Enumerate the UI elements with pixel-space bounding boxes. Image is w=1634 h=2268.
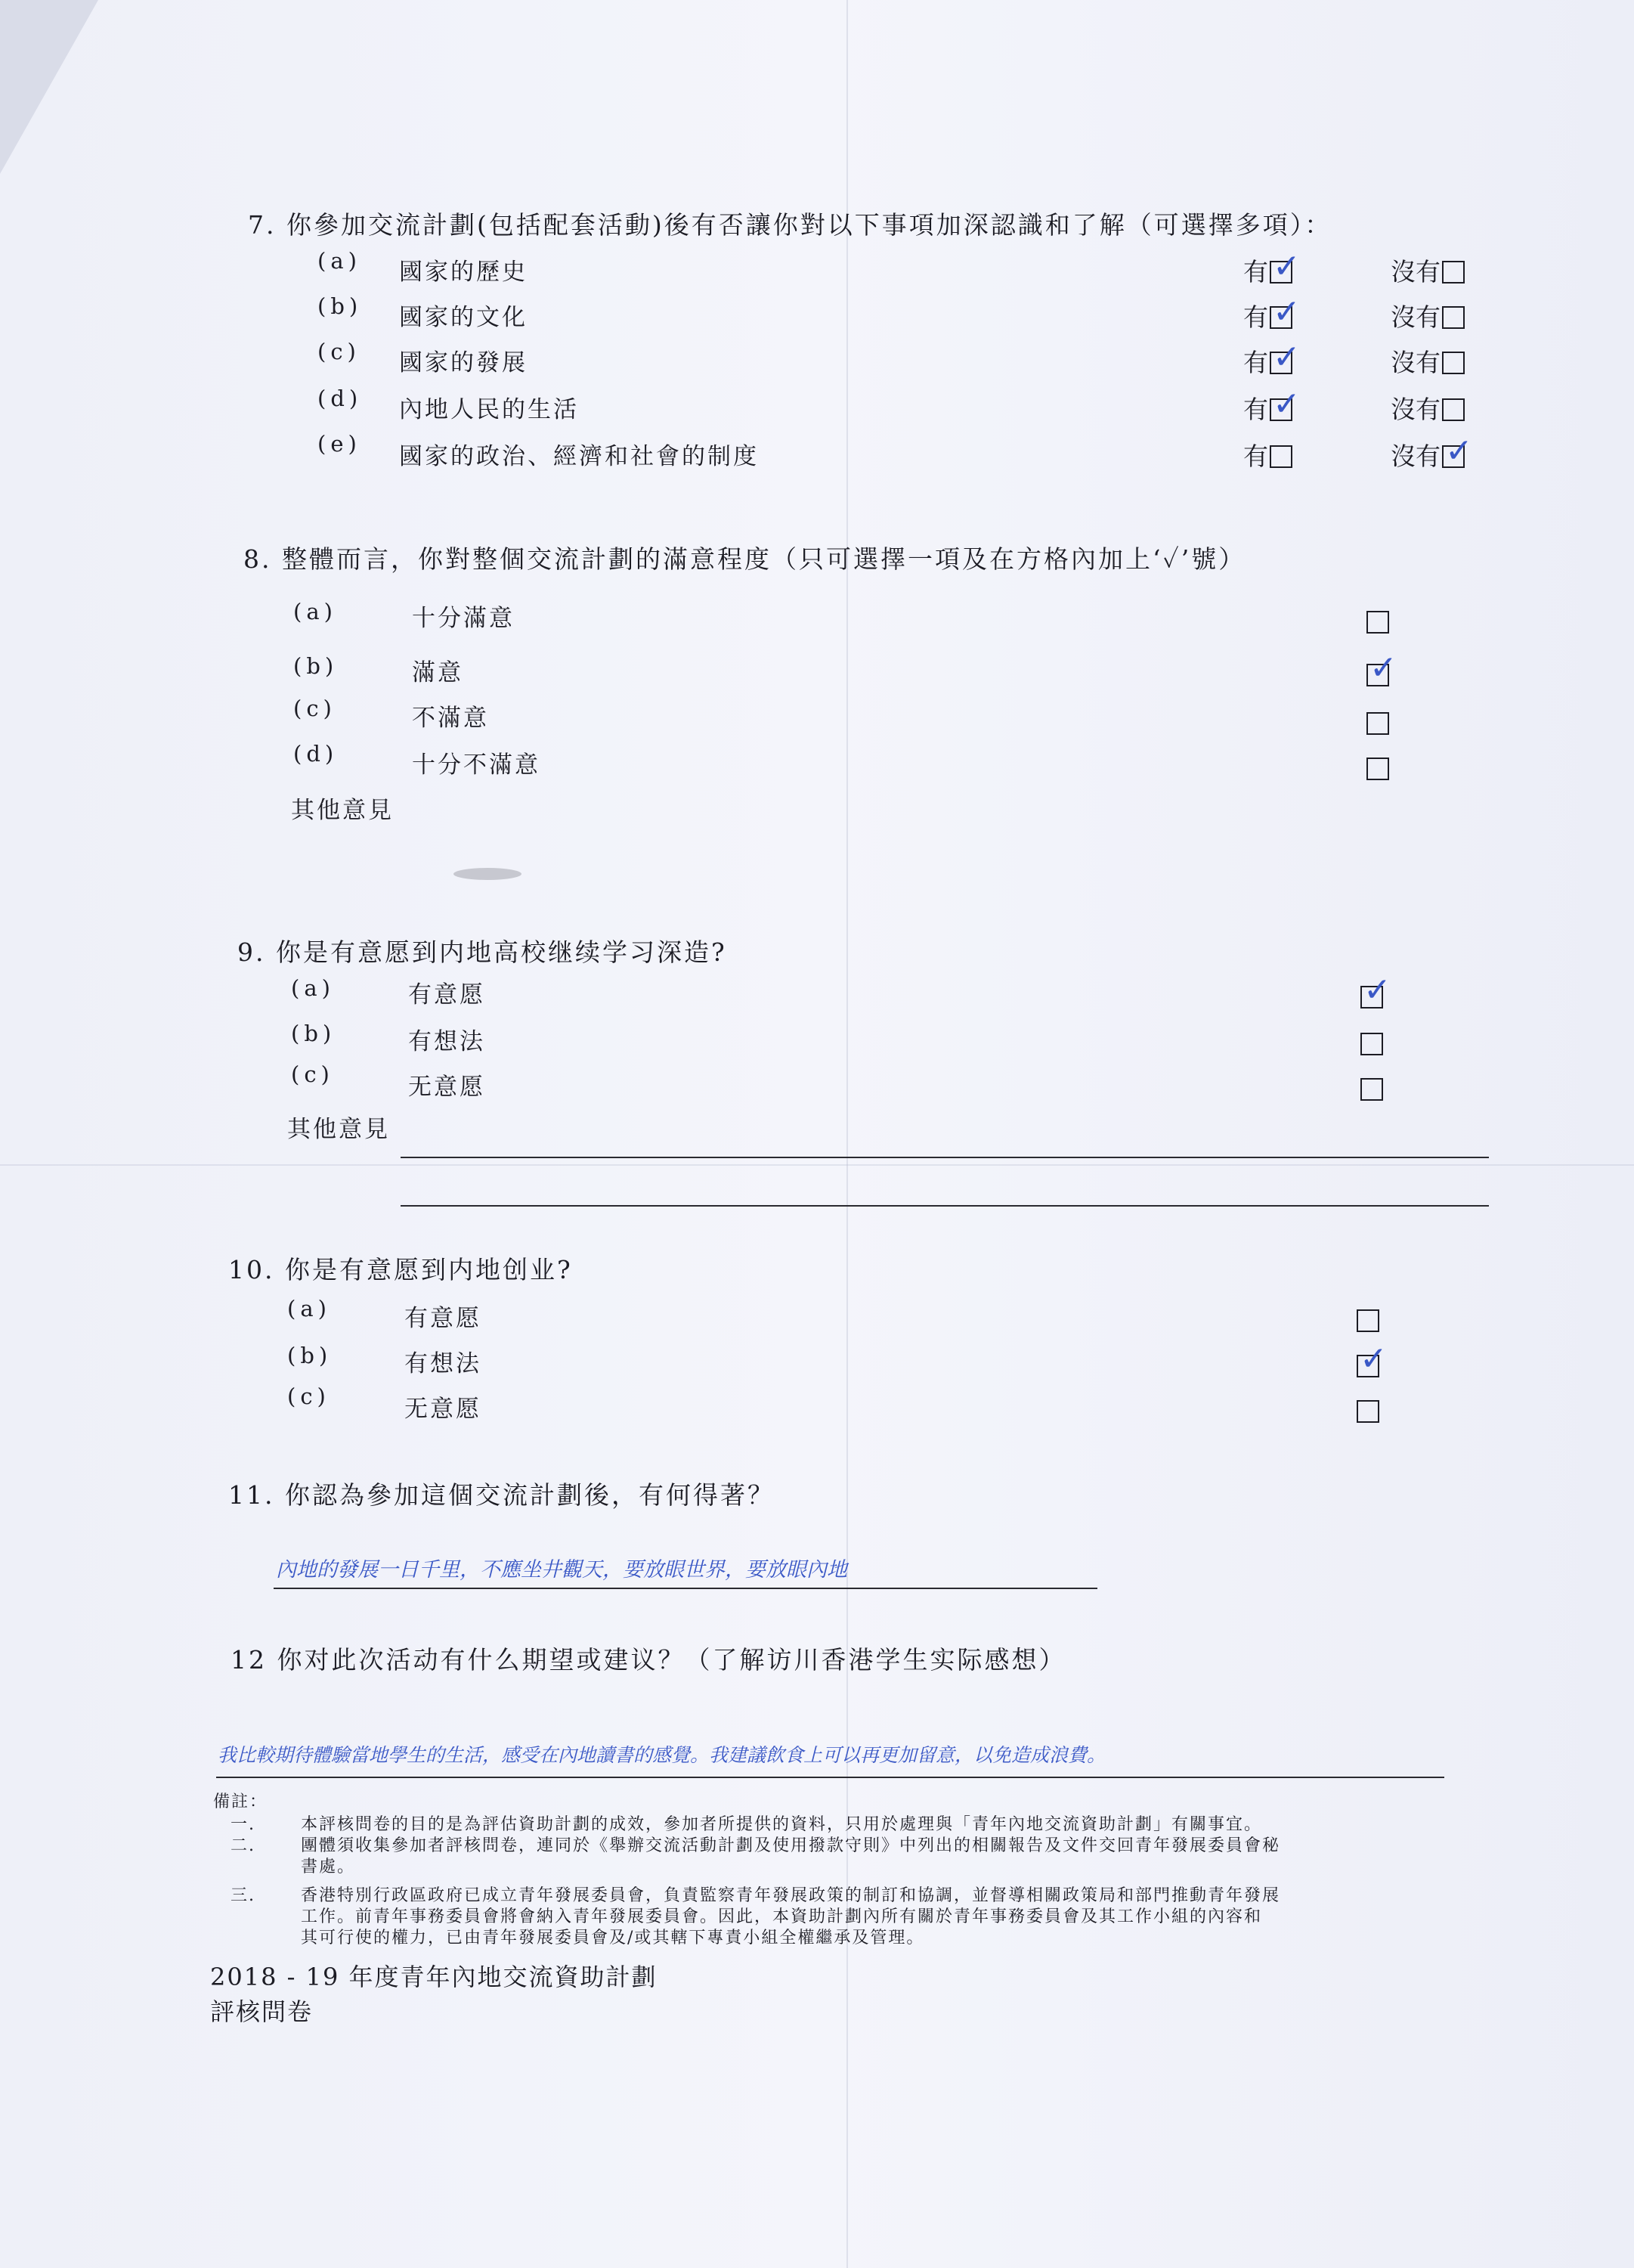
- check-mark-icon: ✓: [1363, 971, 1391, 1009]
- q7-item-c-yes[interactable]: 有 ✓: [1243, 338, 1301, 377]
- q8-title: 8. 整體而言，你對整個交流計劃的滿意程度（只可選擇一項及在方格內加上‘✓’號）: [243, 544, 1246, 574]
- checkbox[interactable]: [1442, 398, 1465, 421]
- check-mark-icon: ✓: [1360, 1340, 1388, 1378]
- q9-option-a-text: 有意愿: [408, 981, 485, 1009]
- q9-option-c-checkbox[interactable]: [1360, 1078, 1383, 1101]
- check-mark-icon: ✓: [1273, 338, 1301, 376]
- note-3-text-line2: 工作。前青年事務委員會將會納入青年發展委員會。因此，本資助計劃內所有關於青年事務委員會及其工作小組的內容和: [301, 1907, 1263, 1926]
- folded-corner: [0, 0, 98, 174]
- q9-option-b-label: (b): [291, 1021, 336, 1046]
- q10-option-a-label: (a): [287, 1296, 331, 1321]
- q9-option-b-text: 有想法: [408, 1028, 485, 1055]
- q7-item-a-yes[interactable]: 有 ✓: [1243, 247, 1301, 287]
- q8-option-d-text: 十分不滿意: [412, 751, 540, 779]
- q12-handwritten-answer: 我比較期待體驗當地學生的生活，感受在內地讀書的感覺。我建議飲食上可以再更加留意，以免造成浪費。: [218, 1744, 1106, 1766]
- q8-option-a-label: (a): [293, 599, 337, 624]
- paper-crease-horizontal: [0, 1164, 1634, 1166]
- q10-option-c-text: 无意愿: [404, 1396, 481, 1423]
- footer-scheme-title: 2018 - 19 年度青年內地交流資助計劃: [210, 1963, 658, 1991]
- q10-option-b-checkbox[interactable]: [1357, 1340, 1388, 1378]
- checkbox[interactable]: [1270, 247, 1301, 286]
- q7-title: 7. 你參加交流計劃(包括配套活動)後有否讓你對以下事項加深認識和了解（可選擇多項）：: [248, 210, 1332, 240]
- q9-option-b-checkbox[interactable]: [1360, 1033, 1383, 1055]
- note-3-text-line3: 其可行使的權力，已由青年發展委員會及/或其轄下專責小組全權繼承及管理。: [301, 1929, 925, 1947]
- q7-item-e-label: (e): [317, 431, 361, 457]
- q8-option-b-label: (b): [293, 653, 339, 679]
- note-2-text-line2: 書處。: [301, 1857, 356, 1876]
- q12-title: 12 你对此次活动有什么期望或建议？（了解访川香港学生实际感想）: [231, 1645, 1066, 1675]
- q10-option-a-text: 有意愿: [404, 1305, 481, 1332]
- checkbox[interactable]: [1270, 385, 1301, 423]
- note-1-text: 本評核問卷的目的是為評估資助計劃的成效，參加者所提供的資料，只用於處理與「青年內地交流資助計劃」有關事宜。: [301, 1815, 1263, 1834]
- q7-item-a-no[interactable]: 沒有: [1391, 253, 1465, 288]
- check-mark-icon: ✓: [1273, 385, 1301, 423]
- note-3-text-line1: 香港特別行政區政府已成立青年發展委員會，負責監察青年發展政策的制訂和協調，並督導相關政策局和部門推動青年發展: [301, 1886, 1281, 1905]
- q10-title: 10. 你是有意愿到内地创业?: [228, 1255, 573, 1284]
- checkbox[interactable]: [1270, 293, 1301, 331]
- q7-item-e-yes[interactable]: 有: [1243, 437, 1292, 472]
- q8-option-d-label: (d): [293, 741, 339, 767]
- q8-option-a-text: 十分滿意: [412, 605, 515, 632]
- q11-answer-line[interactable]: [274, 1588, 1097, 1589]
- check-mark-icon: ✓: [1273, 247, 1301, 286]
- notes-heading: 備註：: [213, 1792, 268, 1811]
- checkbox[interactable]: [1270, 338, 1301, 376]
- note-2-text-line1: 團體須收集參加者評核問卷，連同於《舉辦交流活動計劃及使用撥款守則》中列出的相關報告及文件交回青年發展委員會秘: [301, 1836, 1281, 1855]
- check-mark-icon: ✓: [1445, 432, 1473, 470]
- q10-option-c-label: (c): [287, 1383, 330, 1409]
- q8-option-c-label: (c): [293, 696, 336, 721]
- note-3-number: 三.: [231, 1886, 255, 1905]
- q7-item-a-text: 國家的歷史: [399, 259, 528, 286]
- q7-item-d-no[interactable]: 沒有: [1391, 390, 1465, 426]
- q9-other-comments-label: 其他意見: [287, 1116, 390, 1143]
- check-mark-icon: ✓: [1273, 293, 1301, 331]
- q9-option-a-label: (a): [291, 975, 335, 1001]
- q9-option-c-text: 无意愿: [408, 1074, 485, 1101]
- q11-handwritten-answer: 內地的發展一日千里，不應坐井觀天，要放眼世界，要放眼內地: [276, 1558, 847, 1582]
- q9-comment-line[interactable]: [401, 1205, 1489, 1207]
- q7-item-d-text: 內地人民的生活: [399, 396, 579, 423]
- q7-item-d-label: (d): [317, 386, 363, 411]
- q11-title: 11. 你認為參加這個交流計劃後，有何得著？: [228, 1480, 775, 1510]
- checkbox[interactable]: [1442, 261, 1465, 284]
- q7-item-c-label: (c): [317, 339, 361, 364]
- checkbox[interactable]: [1270, 445, 1292, 468]
- q8-option-c-checkbox[interactable]: [1366, 712, 1389, 735]
- q7-item-b-yes[interactable]: 有 ✓: [1243, 293, 1301, 332]
- q8-option-b-text: 滿意: [412, 659, 463, 686]
- q9-option-a-checkbox[interactable]: [1360, 971, 1391, 1009]
- q7-item-b-label: (b): [317, 293, 363, 319]
- q10-option-c-checkbox[interactable]: [1357, 1400, 1379, 1423]
- q9-comment-line[interactable]: [401, 1157, 1489, 1158]
- note-2-number: 二.: [231, 1836, 255, 1855]
- q7-item-b-no[interactable]: 沒有: [1391, 298, 1465, 333]
- check-mark-icon: ✓: [1369, 649, 1397, 687]
- note-1-number: 一.: [231, 1815, 255, 1834]
- ink-smudge: [453, 868, 521, 880]
- q7-item-c-text: 國家的發展: [399, 349, 528, 376]
- q9-option-c-label: (c): [291, 1061, 334, 1087]
- q8-other-comments-label: 其他意見: [291, 797, 394, 824]
- footer-form-title: 評核問卷: [210, 1997, 314, 2026]
- q10-option-b-text: 有想法: [404, 1350, 481, 1377]
- q12-answer-line[interactable]: [216, 1777, 1444, 1778]
- q9-title: 9. 你是有意愿到内地高校继续学习深造?: [237, 937, 727, 967]
- checkbox[interactable]: [1442, 432, 1473, 470]
- q8-option-b-checkbox[interactable]: [1366, 649, 1397, 687]
- q10-option-a-checkbox[interactable]: [1357, 1309, 1379, 1332]
- checkbox[interactable]: [1442, 306, 1465, 329]
- q8-option-a-checkbox[interactable]: [1366, 611, 1389, 634]
- q10-option-b-label: (b): [287, 1343, 333, 1368]
- q7-item-d-yes[interactable]: 有 ✓: [1243, 385, 1301, 424]
- q8-option-c-text: 不滿意: [412, 705, 489, 732]
- q7-item-e-text: 國家的政治、經濟和社會的制度: [399, 443, 759, 470]
- q7-item-a-label: (a): [317, 248, 361, 274]
- q7-item-e-no[interactable]: 沒有 ✓: [1391, 432, 1473, 471]
- q8-option-d-checkbox[interactable]: [1366, 758, 1389, 780]
- q7-item-c-no[interactable]: 沒有: [1391, 343, 1465, 379]
- q7-item-b-text: 國家的文化: [399, 304, 528, 331]
- checkbox[interactable]: [1442, 352, 1465, 374]
